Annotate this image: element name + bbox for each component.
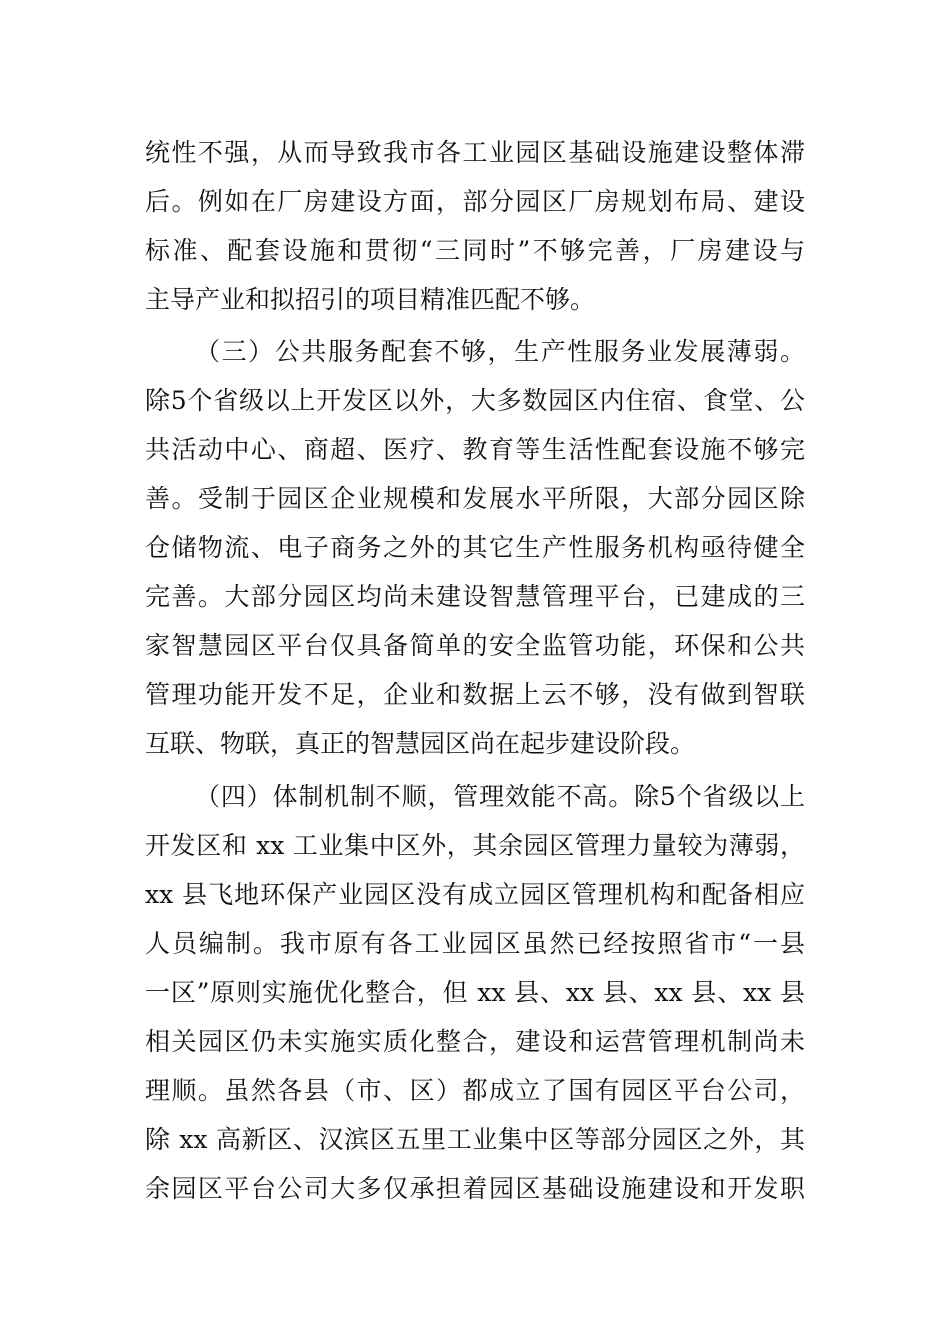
text-line: 统性不强，从而导致我市各工业园区基础设施建设整体滞 bbox=[145, 138, 805, 167]
text-line: xx 县飞地环保产业园区没有成立园区管理机构和配备相应 bbox=[145, 880, 805, 909]
text-line: 主导产业和拟招引的项目精准匹配不够。 bbox=[145, 285, 596, 314]
text-line: 除 xx 高新区、汉滨区五里工业集中区等部分园区之外，其 bbox=[145, 1125, 805, 1154]
text-line: 善。受制于园区企业规模和发展水平所限，大部分园区除 bbox=[145, 484, 805, 513]
text-line: 理顺。虽然各县（市、区）都成立了国有园区平台公司， bbox=[145, 1076, 805, 1105]
text-line: 标准、配套设施和贯彻“三同时”不够完善，厂房建设与 bbox=[145, 236, 805, 265]
text-line: 相关园区仍未实施实质化整合，建设和运营管理机制尚未 bbox=[145, 1027, 805, 1056]
text-line: 家智慧园区平台仅具备简单的安全监管功能，环保和公共 bbox=[145, 631, 805, 660]
text-line: 余园区平台公司大多仅承担着园区基础设施建设和开发职 bbox=[145, 1174, 805, 1203]
text-line: 除5个省级以上开发区以外，大多数园区内住宿、食堂、公 bbox=[145, 386, 805, 415]
section-heading-3: （三）公共服务配套不够，生产性服务业发展薄弱。 bbox=[195, 337, 805, 366]
text-line: 后。例如在厂房建设方面，部分园区厂房规划布局、建设 bbox=[145, 187, 805, 216]
text-line: 完善。大部分园区均尚未建设智慧管理平台，已建成的三 bbox=[145, 582, 805, 611]
text-line: 一区”原则实施优化整合，但 xx 县、xx 县、xx 县、xx 县 bbox=[145, 978, 805, 1007]
text-line: 管理功能开发不足，企业和数据上云不够，没有做到智联 bbox=[145, 680, 805, 709]
text-line: 人员编制。我市原有各工业园区虽然已经按照省市“一县 bbox=[145, 929, 805, 958]
text-line: 互联、物联，真正的智慧园区尚在起步建设阶段。 bbox=[145, 729, 696, 758]
text-line: 开发区和 xx 工业集中区外，其余园区管理力量较为薄弱， bbox=[145, 831, 805, 860]
text-line: 仓储物流、电子商务之外的其它生产性服务机构亟待健全 bbox=[145, 533, 805, 562]
section-heading-4: （四）体制机制不顺，管理效能不高。除5个省级以上 bbox=[195, 782, 805, 811]
text-line: 共活动中心、商超、医疗、教育等生活性配套设施不够完 bbox=[145, 435, 805, 464]
